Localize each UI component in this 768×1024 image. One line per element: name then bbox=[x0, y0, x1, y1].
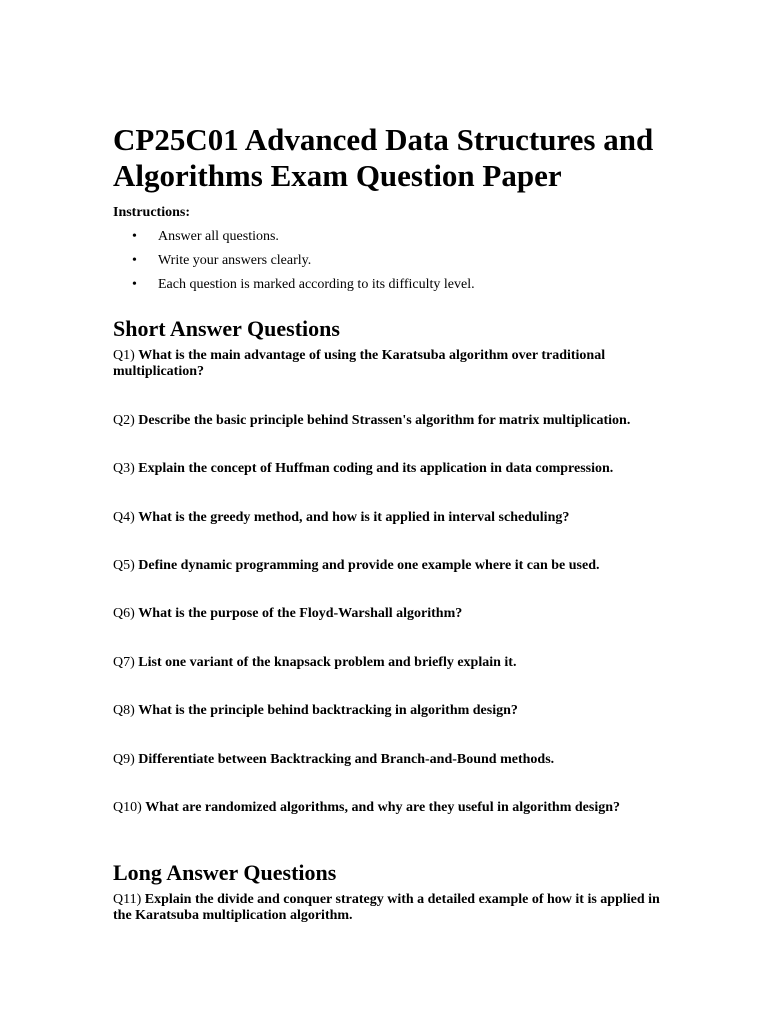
instruction-text: Each question is marked according to its difficulty level. bbox=[158, 277, 475, 292]
question-item bbox=[113, 606, 673, 622]
short-answer-section bbox=[113, 316, 673, 816]
instruction-item bbox=[113, 249, 673, 273]
question-text: What is the purpose of the Floyd-Warshall algorithm? bbox=[138, 606, 463, 621]
question-item bbox=[113, 510, 673, 526]
question-item bbox=[113, 800, 673, 816]
instructions-list bbox=[113, 225, 673, 297]
instruction-text: Write your answers clearly. bbox=[158, 253, 312, 268]
question-number: Q11) bbox=[113, 892, 142, 907]
long-answer-section bbox=[113, 860, 673, 924]
question-item bbox=[113, 655, 673, 671]
instructions-label: Instructions: bbox=[113, 205, 191, 220]
question-item bbox=[113, 461, 673, 477]
instruction-text: Answer all questions. bbox=[158, 229, 279, 244]
question-item bbox=[113, 348, 673, 380]
page-title: CP25C01 Advanced Data Structures and Algorithms Exam Question Paper bbox=[113, 122, 654, 193]
question-item bbox=[113, 558, 673, 574]
question-text: What is the main advantage of using the Karatsuba algorithm over traditional multiplication? bbox=[113, 348, 606, 379]
question-text: Explain the divide and conquer strategy with a detailed example of how it is applied in the Karatsuba multiplication algorithm. bbox=[113, 892, 660, 923]
bullet-icon: • bbox=[132, 277, 137, 292]
question-number: Q6) bbox=[113, 606, 135, 621]
question-item bbox=[113, 892, 673, 924]
question-text: Differentiate between Backtracking and Branch-and-Bound methods. bbox=[138, 752, 555, 767]
long-answer-heading: Long Answer Questions bbox=[113, 860, 337, 885]
question-number: Q10) bbox=[113, 800, 142, 815]
question-number: Q1) bbox=[113, 348, 135, 363]
question-text: What are randomized algorithms, and why are they useful in algorithm design? bbox=[145, 800, 621, 815]
instruction-item bbox=[113, 273, 673, 297]
question-text: List one variant of the knapsack problem and briefly explain it. bbox=[138, 655, 517, 670]
question-number: Q2) bbox=[113, 413, 135, 428]
question-text: What is the principle behind backtracking in algorithm design? bbox=[138, 703, 518, 718]
question-text: What is the greedy method, and how is it applied in interval scheduling? bbox=[138, 510, 570, 525]
question-item bbox=[113, 752, 673, 768]
bullet-icon: • bbox=[132, 253, 137, 268]
exam-paper bbox=[113, 122, 673, 924]
question-number: Q5) bbox=[113, 558, 135, 573]
question-text: Define dynamic programming and provide one example where it can be used. bbox=[138, 558, 600, 573]
question-number: Q7) bbox=[113, 655, 135, 670]
question-number: Q9) bbox=[113, 752, 135, 767]
question-item bbox=[113, 413, 673, 429]
question-item bbox=[113, 703, 673, 719]
question-number: Q3) bbox=[113, 461, 135, 476]
question-text: Describe the basic principle behind Strassen's algorithm for matrix multiplication. bbox=[138, 413, 631, 428]
question-number: Q4) bbox=[113, 510, 135, 525]
instruction-item bbox=[113, 225, 673, 249]
bullet-icon: • bbox=[132, 229, 137, 244]
short-answer-heading: Short Answer Questions bbox=[113, 316, 340, 341]
question-text: Explain the concept of Huffman coding and its application in data compression. bbox=[138, 461, 614, 476]
question-number: Q8) bbox=[113, 703, 135, 718]
